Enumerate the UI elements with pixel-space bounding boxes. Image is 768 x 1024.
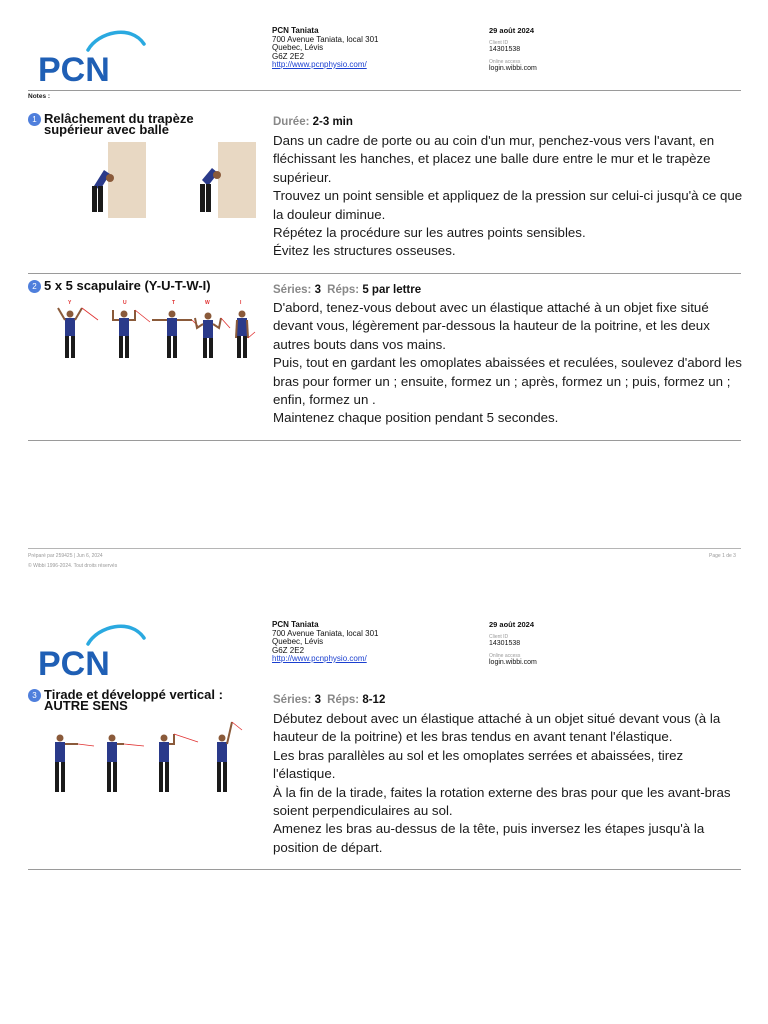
clinic-postal: G6Z 2E2 <box>272 51 305 61</box>
description-line: Évitez les structures osseuses. <box>273 243 456 259</box>
exercise-1-description <box>273 132 743 261</box>
client-id-label: Client ID <box>489 40 509 46</box>
person-figure-icon <box>236 311 255 359</box>
param-value: 3 <box>314 694 321 706</box>
param-label: Réps: <box>327 284 360 296</box>
exercise-title-text: Relâchement du trapèze supérieur avec balle <box>44 111 194 137</box>
person-figure-icon <box>107 735 144 793</box>
clinic-address: 700 Avenue Taniata, local 301 <box>272 628 379 638</box>
footer-info <box>28 551 117 571</box>
online-access: login.wibbi.com <box>489 65 537 72</box>
exercise-number-badge: 2 <box>28 280 41 293</box>
pcn-logo <box>36 620 148 678</box>
letter-label: I <box>240 300 242 306</box>
description-line: Dans un cadre de porte ou au coin d'un mur, penchez-vous vers l'avant, en fléchissant les hanches, et placez une balle dure entre le mur et le trapèze supérieur. <box>273 133 715 185</box>
letter-label: T <box>172 300 176 306</box>
param-label: Réps: <box>327 694 360 706</box>
person-figure-icon <box>217 722 242 792</box>
footer-copyright: © Wibbi 1996-2024. Tout droits réservés <box>28 563 118 569</box>
exercise-number-badge: 3 <box>28 689 41 702</box>
exercise-divider <box>28 869 741 870</box>
clinic-city: Quebec, Lévis <box>272 43 324 52</box>
description-line: Répétez la procédure sur les autres points sensibles. <box>273 225 586 241</box>
exercise-1-image <box>80 140 260 220</box>
footer-page-number: Page 1 de 3 <box>709 553 736 559</box>
client-id: 14301538 <box>489 640 521 647</box>
param-label: Séries: <box>273 284 312 296</box>
clinic-website-link[interactable]: http://www.pcnphysio.com/ <box>272 60 367 69</box>
description-line: D'abord, tenez-vous debout avec un élastique attaché à un objet fixe situé devant vous, légèrement par-dessous la hauteur de la poitrine, et les deux autres bouts dans vos mains. <box>273 300 710 352</box>
exercise-divider <box>28 273 741 274</box>
document-meta <box>489 621 537 667</box>
param-value: 3 <box>314 284 321 296</box>
svg-text:PCN: PCN <box>38 51 110 84</box>
document-date: 29 août 2024 <box>489 620 535 629</box>
person-figure-icon <box>200 168 221 212</box>
clinic-postal: G6Z 2E2 <box>272 645 305 655</box>
person-figure-icon <box>58 308 98 358</box>
person-figure-icon <box>152 311 198 359</box>
client-id-label: Client ID <box>489 634 509 640</box>
exercise-3-description <box>273 710 743 857</box>
exercise-3-params <box>273 694 385 706</box>
exercise-3-image <box>46 716 246 800</box>
description-line: Maintenez chaque position pendant 5 secondes. <box>273 410 559 426</box>
param-value: 8-12 <box>362 694 386 706</box>
person-figure-icon <box>113 310 150 358</box>
letter-label: W <box>205 300 210 306</box>
online-access-label: Online access <box>489 59 521 65</box>
param-label: Durée: <box>273 116 310 128</box>
clinic-name: PCN Taniata <box>272 26 319 35</box>
clinic-info <box>272 621 378 664</box>
online-access-label: Online access <box>489 653 521 659</box>
description-line: Amenez les bras au-dessus de la tête, puis inversez les étapes jusqu'à la position de départ. <box>273 821 705 855</box>
client-id: 14301538 <box>489 46 521 53</box>
description-line: Trouvez un point sensible et appliquez de la pression sur celui-ci jusqu'à ce que la douleur diminue. <box>273 188 743 222</box>
header-divider <box>28 90 741 91</box>
person-figure-icon <box>55 735 94 793</box>
letter-label: U <box>123 300 127 306</box>
exercise-1-title <box>28 113 248 135</box>
notes-label: Notes : <box>28 93 51 100</box>
person-figure-icon <box>159 734 198 792</box>
exercise-divider <box>28 440 741 441</box>
exercise-1-params <box>273 116 353 128</box>
exercise-title-text: 5 x 5 scapulaire (Y-U-T-W-I) <box>44 278 211 293</box>
clinic-info <box>272 27 378 70</box>
exercise-2-params <box>273 284 421 296</box>
description-line: À la fin de la tirade, faites la rotation externe des bras pour que les avant-bras soient perpendiculaires au sol. <box>273 784 731 819</box>
exercise-2-title <box>28 280 248 293</box>
clinic-address: 700 Avenue Taniata, local 301 <box>272 34 379 44</box>
clinic-city: Quebec, Lévis <box>272 637 324 646</box>
exercise-title-text: Tirade et développé vertical : AUTRE SENS <box>44 687 223 713</box>
clinic-name: PCN Taniata <box>272 620 319 629</box>
param-value: 5 par lettre <box>362 284 422 296</box>
document-date: 29 août 2024 <box>489 26 535 35</box>
exercise-2-image <box>46 296 256 366</box>
param-value: 2-3 min <box>312 116 353 128</box>
param-label: Séries: <box>273 694 312 706</box>
exercise-number-badge: 1 <box>28 113 41 126</box>
description-line: Les bras parallèles au sol et les omoplates serrées et abaissées, tirez l'élastique. <box>273 747 684 782</box>
letter-label: Y <box>68 300 72 306</box>
pcn-logo <box>36 26 148 84</box>
svg-text:PCN: PCN <box>38 645 110 678</box>
description-line: Puis, tout en gardant les omoplates abaissées et reculées, soulevez d'abord les bras pour former un ; ensuite, formez un ; après, formez un ; puis, formez un ; enfin, formez un . <box>273 355 742 408</box>
exercise-2-description <box>273 299 743 428</box>
footer-divider <box>28 548 741 549</box>
footer-prepared: Préparé par 259425 | Jun 6, 2024 <box>28 553 103 559</box>
description-line: Débutez debout avec un élastique attaché à un objet situé devant vous (à la hauteur de la poitrine) et les bras tendus en avant tenant l'élastique. <box>273 711 721 745</box>
exercise-3-title <box>28 689 248 711</box>
clinic-website-link[interactable]: http://www.pcnphysio.com/ <box>272 654 367 663</box>
document-meta <box>489 27 537 73</box>
online-access: login.wibbi.com <box>489 659 537 666</box>
person-figure-icon <box>195 313 230 359</box>
